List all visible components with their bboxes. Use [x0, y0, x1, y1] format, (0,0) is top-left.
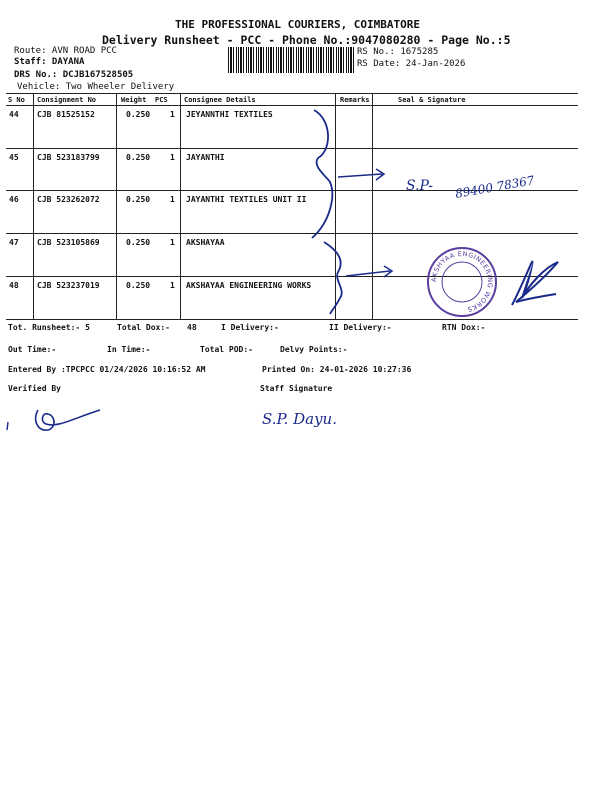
rtn-dox: RTN Dox:-: [442, 323, 486, 332]
row-pcs: 1: [170, 110, 175, 119]
handwritten-initials: S.P-: [406, 178, 433, 194]
row-consignment: CJB 523183799: [37, 153, 100, 162]
total-dox-label: Total Dox:-: [117, 323, 170, 332]
receiver-signature: [512, 262, 558, 305]
staff-handwritten-signature: S.P. Dayu.: [262, 410, 337, 428]
delivery-bracket-top: [312, 110, 332, 238]
row-consignee: JAYANTHI: [186, 153, 225, 162]
row-weight: 0.250: [126, 110, 151, 119]
col-header-pcs: PCS: [155, 96, 168, 104]
handwritten-phone: 89400 78367: [454, 173, 536, 201]
in-time: In Time:-: [107, 345, 151, 354]
verified-by-label: Verified By: [8, 384, 61, 393]
entered-by: Entered By :TPCPCC 01/24/2026 10:16:52 AM: [8, 365, 206, 374]
staff-label: Staff: DAYANA: [14, 57, 85, 67]
delivery-bracket-bottom: [324, 242, 342, 314]
col-header-seal-signature: Seal & Signature: [398, 96, 466, 104]
row-pcs: 1: [170, 238, 175, 247]
i-delivery: I Delivery:-: [221, 323, 279, 332]
staff-signature-label: Staff Signature: [260, 384, 333, 393]
row-weight: 0.250: [126, 281, 151, 290]
col-header-weight: Weight: [121, 96, 147, 104]
row-consignee: AKSHAYAA: [186, 238, 225, 247]
row-sno: 45: [9, 153, 19, 162]
drs-number: DRS No.: DCJB167528505: [14, 70, 134, 80]
row-sno: 44: [9, 110, 19, 119]
arrow-line: [338, 174, 382, 177]
company-title: THE PROFESSIONAL COURIERS, COIMBATORE: [175, 18, 421, 31]
row-weight: 0.250: [126, 195, 151, 204]
row-pcs: 1: [170, 153, 175, 162]
out-time: Out Time:-: [8, 345, 57, 354]
stamp-text: AKSHYAA ENGINEERING WORKS: [429, 249, 495, 314]
col-header-sno: S No: [8, 96, 25, 104]
svg-text:AKSHYAA ENGINEERING WORKS: [430, 250, 494, 314]
row-consignment: CJB 81525152: [37, 110, 95, 119]
vehicle-label: Vehicle: Two Wheeler Delivery: [17, 82, 175, 92]
runsheet-subtitle: Delivery Runsheet - PCC - Phone No.:9047080280 - Page No.:5: [102, 33, 511, 47]
row-consignee: JAYANTHI TEXTILES UNIT II: [186, 195, 307, 204]
ink-mark: [7, 422, 8, 430]
row-consignment: CJB 523237019: [37, 281, 100, 290]
col-header-consignee: Consignee Details: [184, 96, 256, 104]
tot-runsheet: Tot. Runsheet:- 5: [8, 323, 90, 332]
company-stamp: [428, 248, 496, 316]
rs-number: RS No.: 1675285: [357, 47, 439, 57]
col-header-remarks: Remarks: [340, 96, 370, 104]
total-pod: Total POD:-: [200, 345, 253, 354]
col-header-consignment: Consignment No: [37, 96, 97, 104]
delivery-points: Delvy Points:-: [280, 345, 348, 354]
ii-delivery: II Delivery:-: [329, 323, 392, 332]
row-weight: 0.250: [126, 153, 151, 162]
row-consignee: JEYANNTHI TEXTILES: [186, 110, 273, 119]
verifier-signature: [36, 410, 100, 430]
row-pcs: 1: [170, 195, 175, 204]
row-consignment: CJB 523262072: [37, 195, 100, 204]
row-consignee: AKSHAYAA ENGINEERING WORKS: [186, 281, 312, 290]
route-label: Route: AVN ROAD PCC: [14, 46, 117, 56]
row-pcs: 1: [170, 281, 175, 290]
row-consignment: CJB 523105869: [37, 238, 100, 247]
rs-date: RS Date: 24-Jan-2026: [357, 59, 466, 69]
total-dox-value: 48: [187, 323, 197, 332]
printed-on: Printed On: 24-01-2026 10:27:36: [262, 365, 412, 374]
row-sno: 47: [9, 238, 19, 247]
row-weight: 0.250: [126, 238, 151, 247]
arrow-line: [346, 271, 390, 276]
row-sno: 46: [9, 195, 19, 204]
row-sno: 48: [9, 281, 19, 290]
